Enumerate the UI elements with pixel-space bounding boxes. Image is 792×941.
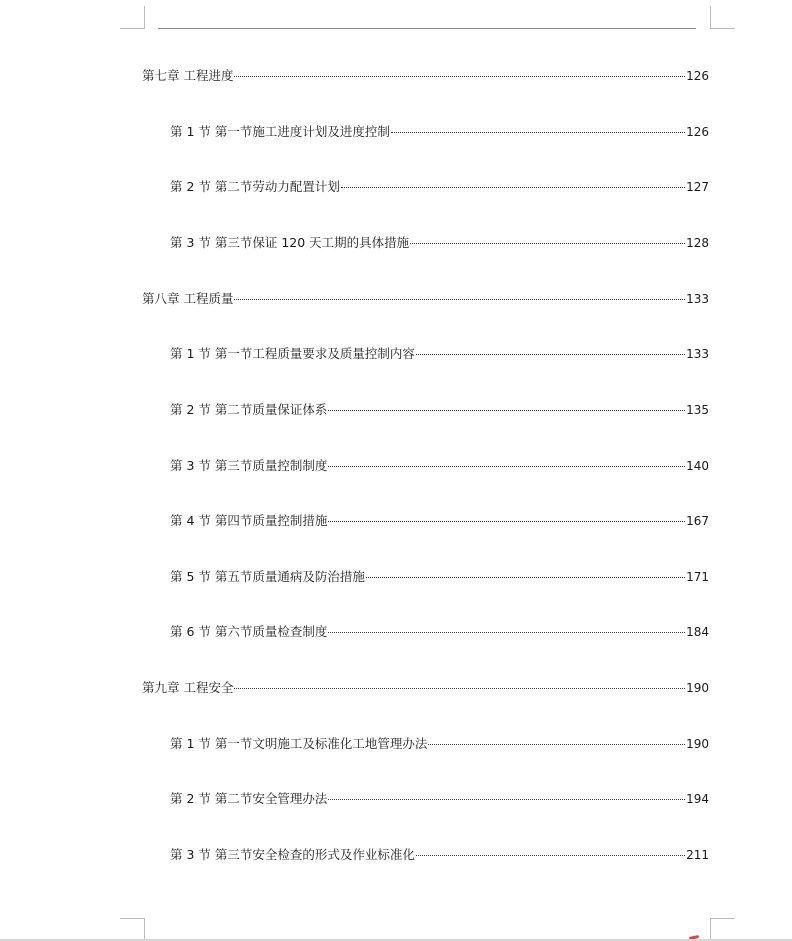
toc-entry-chapter[interactable] xyxy=(142,66,709,86)
toc-entry-title: 第 4 节 第四节质量控制措施 xyxy=(170,513,328,528)
toc-entry-section[interactable] xyxy=(170,567,709,587)
toc-page-number: 167 xyxy=(686,514,709,528)
toc-page-number: 194 xyxy=(686,792,709,806)
toc-entry-title: 第 1 节 第一节文明施工及标准化工地管理办法 xyxy=(170,736,428,751)
toc-page-number: 126 xyxy=(686,69,709,83)
toc-page-number: 135 xyxy=(686,403,709,417)
toc-entry-section[interactable] xyxy=(170,122,709,142)
toc-entry-title: 第 3 节 第三节保证 120 天工期的具体措施 xyxy=(170,235,410,250)
toc-page-number: 128 xyxy=(686,236,709,250)
toc-dot-leader xyxy=(328,521,685,522)
toc-entry-title: 第 3 节 第三节质量控制制度 xyxy=(170,458,328,473)
toc-entry-title: 第 3 节 第三节安全检查的形式及作业标准化 xyxy=(170,847,415,862)
toc-entry-title: 第 6 节 第六节质量检查制度 xyxy=(170,624,328,639)
toc-entry-chapter[interactable] xyxy=(142,289,709,309)
crop-mark-bottom-right xyxy=(710,918,735,941)
toc-dot-leader xyxy=(328,466,685,467)
toc-page-number: 126 xyxy=(686,125,709,139)
toc-entry-section[interactable] xyxy=(170,233,709,253)
toc-dot-leader xyxy=(428,744,685,745)
toc-page-number: 133 xyxy=(686,347,709,361)
toc-dot-leader xyxy=(391,132,685,133)
toc-dot-leader xyxy=(416,354,685,355)
toc-entry-section[interactable] xyxy=(170,734,709,754)
toc-entry-section[interactable] xyxy=(170,622,709,642)
toc-dot-leader xyxy=(328,632,685,633)
toc-dot-leader xyxy=(366,577,685,578)
toc-entry-title: 第八章 工程质量 xyxy=(142,291,234,306)
toc-entry-section[interactable] xyxy=(170,789,709,809)
toc-page-number: 190 xyxy=(686,737,709,751)
toc-entry-title: 第 5 节 第五节质量通病及防治措施 xyxy=(170,569,365,584)
toc-entry-chapter[interactable] xyxy=(142,678,709,698)
toc-dot-leader xyxy=(234,688,685,689)
toc-entry-section[interactable] xyxy=(170,400,709,420)
toc-entry-section[interactable] xyxy=(170,845,709,865)
crop-mark-bottom-left xyxy=(120,918,145,941)
toc-dot-leader xyxy=(416,855,685,856)
toc-entry-section[interactable] xyxy=(170,344,709,364)
toc-page-number: 133 xyxy=(686,292,709,306)
crop-mark-top-right xyxy=(710,6,735,29)
toc-entry-title: 第七章 工程进度 xyxy=(142,68,234,83)
toc-dot-leader xyxy=(328,799,685,800)
toc-entry-title: 第 1 节 第一节工程质量要求及质量控制内容 xyxy=(170,346,415,361)
toc-entry-title: 第 2 节 第二节安全管理办法 xyxy=(170,791,328,806)
header-rule xyxy=(158,28,696,29)
toc-page-number: 171 xyxy=(686,570,709,584)
toc-entry-section[interactable] xyxy=(170,177,709,197)
toc-page-number: 184 xyxy=(686,625,709,639)
toc-entry-section[interactable] xyxy=(170,456,709,476)
toc-page-number: 190 xyxy=(686,681,709,695)
toc-dot-leader xyxy=(328,410,685,411)
toc-page-number: 140 xyxy=(686,459,709,473)
toc-dot-leader xyxy=(410,243,685,244)
crop-mark-top-left xyxy=(120,6,145,29)
toc-entry-title: 第 2 节 第二节质量保证体系 xyxy=(170,402,328,417)
toc-entry-title: 第 1 节 第一节施工进度计划及进度控制 xyxy=(170,124,390,139)
toc-page-number: 127 xyxy=(686,180,709,194)
toc-entry-title: 第九章 工程安全 xyxy=(142,680,234,695)
toc-dot-leader xyxy=(234,76,685,77)
toc-dot-leader xyxy=(234,299,685,300)
toc-entry-title: 第 2 节 第二节劳动力配置计划 xyxy=(170,179,340,194)
toc-entry-section[interactable] xyxy=(170,511,709,531)
toc-page-number: 211 xyxy=(686,848,709,862)
toc-dot-leader xyxy=(341,187,685,188)
